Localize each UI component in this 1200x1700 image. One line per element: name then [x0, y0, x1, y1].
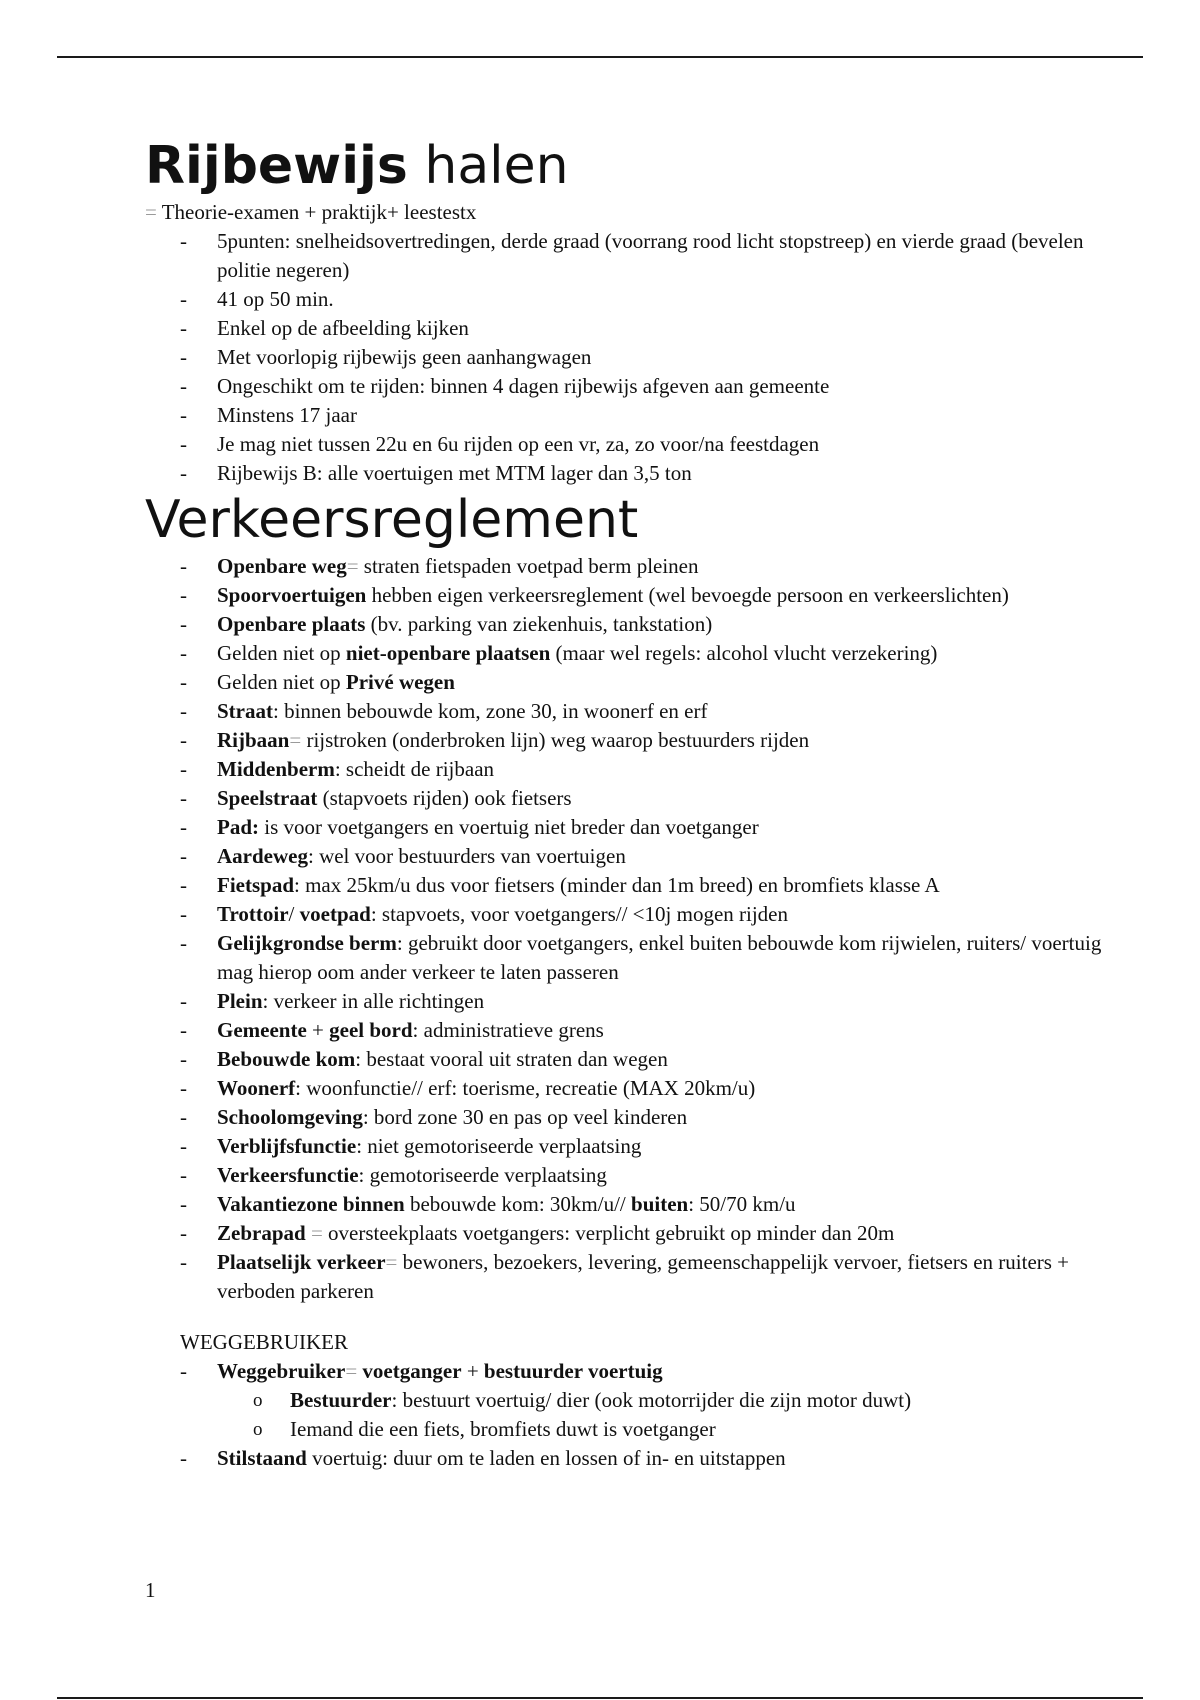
list-item — [145, 842, 1105, 871]
definition: : 50/70 km/u — [688, 1192, 796, 1216]
term: Spoorvoertuigen — [217, 583, 367, 607]
definition: : gebruikt door voetgangers, enkel buiten bebouwde kom rijwielen, ruiters/ voertuig mag hierop oom ander verkeer te laten passeren — [217, 931, 1102, 984]
section-label-weggebruiker: WEGGEBRUIKER — [180, 1330, 348, 1354]
term: Bebouwde kom — [217, 1047, 356, 1071]
list-item — [145, 871, 1105, 900]
term: Plaatselijk verkeer — [217, 1250, 386, 1274]
definition: : verkeer in alle richtingen — [262, 989, 485, 1013]
term: Aardeweg — [217, 844, 308, 868]
term: Pad: — [217, 815, 259, 839]
list-item — [145, 1045, 1105, 1074]
page-number: 1 — [145, 1578, 156, 1602]
definition: : scheidt de rijbaan — [334, 757, 495, 781]
list-item — [145, 1444, 1105, 1473]
list-item: - Ongeschikt om te rijden: binnen 4 dagen rijbewijs afgeven aan gemeente — [145, 372, 1105, 401]
list-item — [145, 755, 1105, 784]
bottom-rule — [57, 1697, 1143, 1699]
term: Speelstraat — [217, 786, 318, 810]
term: Rijbaan — [217, 728, 290, 752]
list-item: - 41 op 50 min. — [145, 285, 1105, 314]
definition: oversteekplaats voetgangers: verplicht gebruikt op minder dan 20m — [322, 1221, 895, 1245]
list-item: - Enkel op de afbeelding kijken — [145, 314, 1105, 343]
list-item: - 5punten: snelheidsovertredingen, derde graad (voorrang rood licht stopstreep) en vierde graad (bevelen politie negeren) — [145, 227, 1105, 285]
term: Fietspad — [217, 873, 295, 897]
definition: : max 25km/u dus voor fietsers (minder dan 1m breed) en bromfiets klasse A — [294, 873, 940, 897]
definition: (stapvoets rijden) ook fietsers — [317, 786, 572, 810]
list-item: - Je mag niet tussen 22u en 6u rijden op een vr, za, zo voor/na feestdagen — [145, 430, 1105, 459]
document-body — [145, 136, 1105, 1473]
connector: / — [288, 902, 300, 926]
list-verkeersreglement — [145, 552, 1105, 1306]
term: Openbare weg — [217, 554, 347, 578]
list-item — [145, 987, 1105, 1016]
intro-line — [145, 198, 1105, 227]
definition: hebben eigen verkeersreglement (wel bevoegde persoon en verkeerslichten) — [366, 583, 1009, 607]
term: Vakantiezone binnen — [217, 1192, 405, 1216]
term: Openbare plaats — [217, 612, 366, 636]
term: niet-openbare plaatsen — [345, 641, 551, 665]
term: voetpad — [299, 902, 371, 926]
list-item — [145, 1103, 1105, 1132]
prefix: Gelden niet op — [217, 641, 346, 665]
list-item — [145, 1357, 1105, 1386]
definition: : binnen bebouwde kom, zone 30, in woonerf en erf — [273, 699, 708, 723]
equals-mark: = — [345, 1359, 358, 1383]
term: Zebrapad — [217, 1221, 306, 1245]
equals-mark: = — [145, 200, 157, 224]
list-item — [145, 726, 1105, 755]
definition: voertuig: duur om te laden en lossen of in- en uitstappen — [306, 1446, 786, 1470]
definition: rijstroken (onderbroken lijn) weg waarop bestuurders rijden — [301, 728, 810, 752]
sub-list-item — [145, 1386, 1105, 1415]
connector: + — [461, 1359, 484, 1383]
list-item — [145, 900, 1105, 929]
term: Middenberm — [217, 757, 335, 781]
list-item — [145, 697, 1105, 726]
list-item — [145, 668, 1105, 697]
list-item — [145, 552, 1105, 581]
definition: : bord zone 30 en pas op veel kinderen — [362, 1105, 688, 1129]
term: Gelijkgrondse berm — [217, 931, 397, 955]
equals-mark: = — [289, 728, 302, 752]
list-item — [145, 1132, 1105, 1161]
list-item — [145, 1016, 1105, 1045]
term: Gemeente — [217, 1018, 307, 1042]
term: bestuurder voertuig — [483, 1359, 663, 1383]
list-item — [145, 813, 1105, 842]
term: Straat — [217, 699, 273, 723]
heading-verkeersreglement: Verkeersreglement — [145, 490, 639, 550]
list-item — [145, 1190, 1105, 1219]
intro-text: Theorie-examen + praktijk+ leestestx — [156, 200, 477, 224]
term: Verkeersfunctie — [217, 1163, 359, 1187]
term: Bestuurder — [290, 1388, 392, 1412]
list-item — [145, 784, 1105, 813]
definition: : gemotoriseerde verplaatsing — [358, 1163, 607, 1187]
term: Stilstaand — [217, 1446, 307, 1470]
connector: bebouwde kom: 30km/u// — [404, 1192, 632, 1216]
definition: straten fietspaden voetpad berm pleinen — [358, 554, 699, 578]
list-item — [145, 610, 1105, 639]
list-item — [145, 639, 1105, 668]
term: Plein — [217, 989, 263, 1013]
equals-mark: = — [305, 1221, 323, 1245]
equals-mark: = — [346, 554, 359, 578]
term: geel bord — [329, 1018, 413, 1042]
list-item: - Met voorlopig rijbewijs geen aanhangwagen — [145, 343, 1105, 372]
equals-mark: = — [385, 1250, 398, 1274]
definition: : bestuurt voertuig/ dier (ook motorrijder die zijn motor duwt) — [391, 1388, 912, 1412]
definition: : woonfunctie// erf: toerisme, recreatie (MAX 20km/u) — [295, 1076, 756, 1100]
definition: : stapvoets, voor voetgangers// <10j mogen rijden — [370, 902, 788, 926]
top-rule — [57, 56, 1143, 58]
term: Privé wegen — [345, 670, 455, 694]
definition: : niet gemotoriseerde verplaatsing — [356, 1134, 642, 1158]
definition: : bestaat vooral uit straten dan wegen — [355, 1047, 668, 1071]
prefix: Gelden niet op — [217, 670, 346, 694]
definition: : wel voor bestuurders van voertuigen — [307, 844, 626, 868]
list-item — [145, 581, 1105, 610]
definition: is voor voetgangers en voertuig niet breder dan voetganger — [259, 815, 759, 839]
heading-rest-part: halen — [407, 136, 569, 196]
list-item — [145, 1074, 1105, 1103]
term: Trottoir — [217, 902, 289, 926]
definition: (maar wel regels: alcohol vlucht verzekering) — [550, 641, 938, 665]
list-item — [145, 929, 1105, 987]
list-item — [145, 1219, 1105, 1248]
heading-rijbewijs-halen — [145, 136, 1105, 196]
term: Weggebruiker — [217, 1359, 346, 1383]
heading-bold-part: Rijbewijs — [145, 136, 408, 196]
list-rijbewijs — [145, 227, 1105, 488]
list-item — [145, 1161, 1105, 1190]
definition: : administratieve grens — [412, 1018, 604, 1042]
sub-list-item: o Iemand die een fiets, bromfiets duwt is voetganger — [145, 1415, 1105, 1444]
connector: + — [306, 1018, 330, 1042]
term: Woonerf — [217, 1076, 296, 1100]
list-item: - Rijbewijs B: alle voertuigen met MTM lager dan 3,5 ton — [145, 459, 1105, 488]
term: voetganger — [357, 1359, 462, 1383]
term: buiten — [631, 1192, 689, 1216]
term: Verblijfsfunctie — [217, 1134, 357, 1158]
list-weggebruiker — [145, 1357, 1105, 1473]
definition: (bv. parking van ziekenhuis, tankstation) — [365, 612, 713, 636]
list-item — [145, 1248, 1105, 1306]
definition: bewoners, bezoekers, levering, gemeenschappelijk vervoer, fietsers en ruiters + verboden parkeren — [217, 1250, 1070, 1303]
term: Schoolomgeving — [217, 1105, 363, 1129]
list-item: - Minstens 17 jaar — [145, 401, 1105, 430]
